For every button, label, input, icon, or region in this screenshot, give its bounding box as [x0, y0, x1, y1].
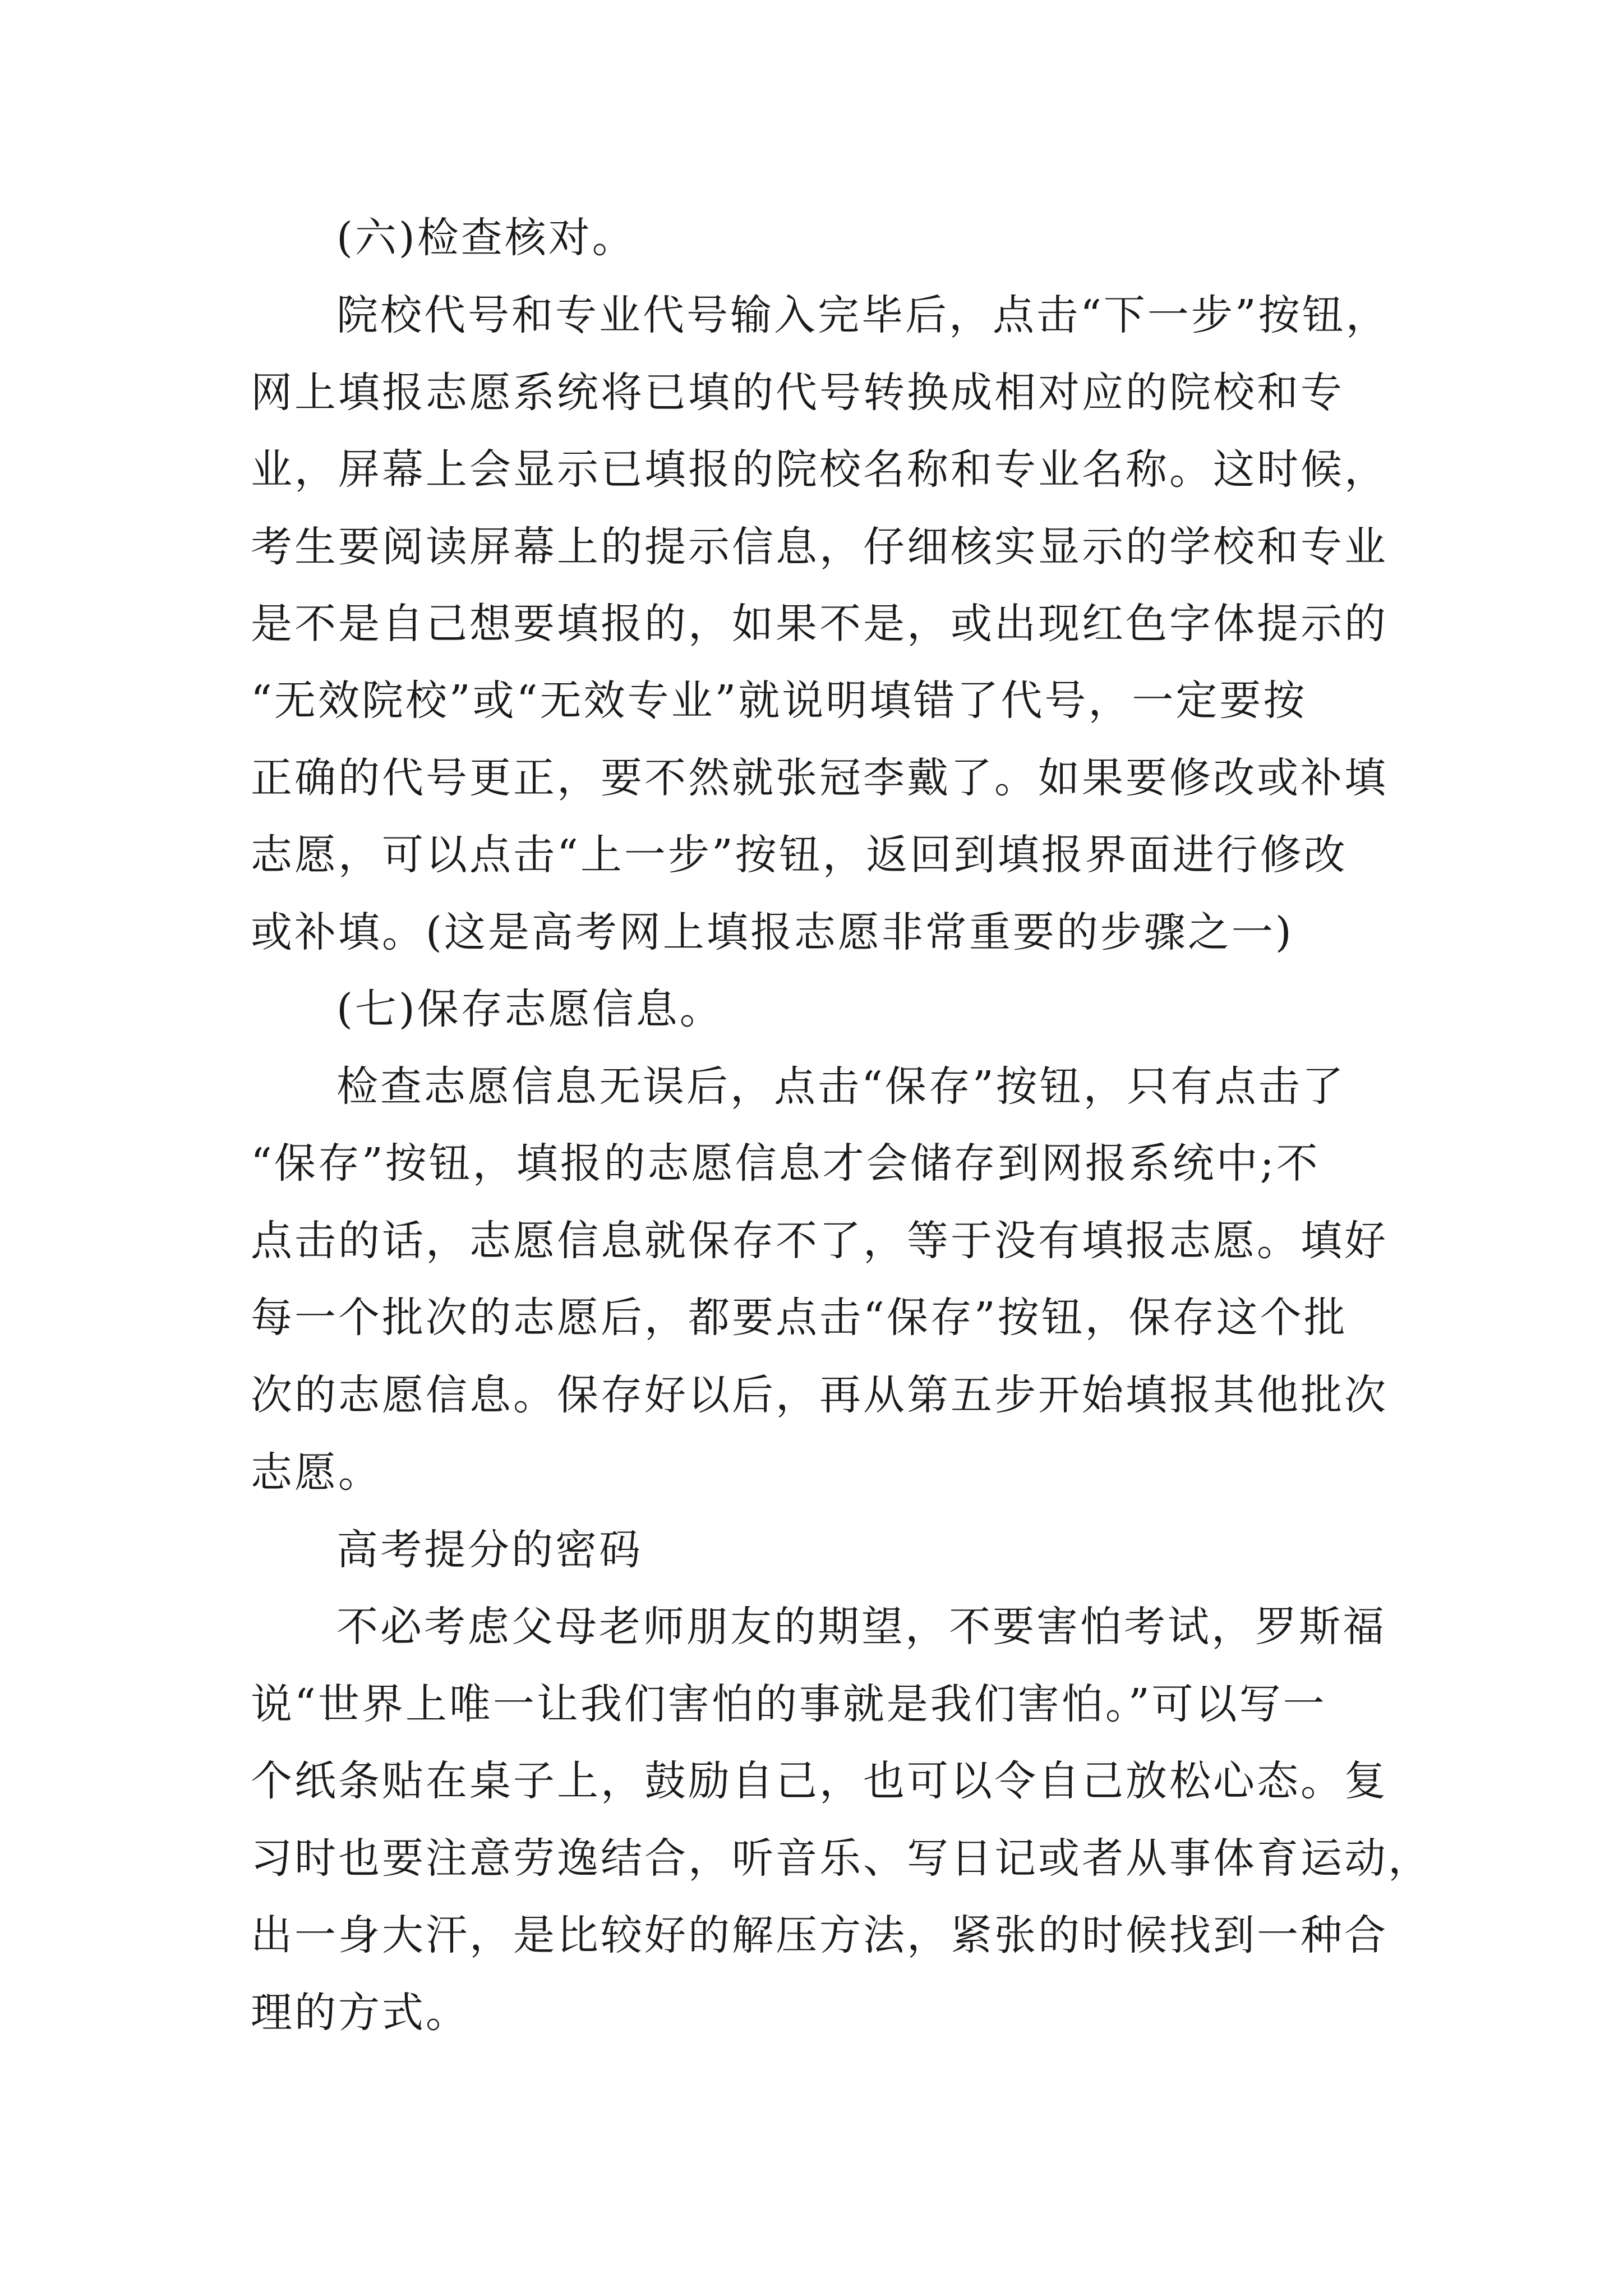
paragraph-line: 是不是自己想要填报的，如果不是，或出现红色字体提示的 [251, 600, 1388, 648]
section-heading-save: (七)保存志愿信息。 [336, 985, 723, 1033]
paragraph-line: 每一个批次的志愿后，都要点击“保存”按钮，保存这个批 [251, 1294, 1348, 1342]
paragraph-line: 网上填报志愿系统将已填的代号转换成相对应的院校和专 [251, 369, 1344, 417]
paragraph-line: 院校代号和专业代号输入完毕后，点击“下一步”按钮， [336, 291, 1390, 339]
paragraph-line: 次的志愿信息。保存好以后，再从第五步开始填报其他批次 [251, 1371, 1388, 1419]
paragraph-line: 正确的代号更正，要不然就张冠李戴了。如果要修改或补填 [251, 754, 1388, 802]
paragraph-line: 点击的话，志愿信息就保存不了，等于没有填报志愿。填好 [251, 1217, 1388, 1265]
paragraph-line: 个纸条贴在桌子上，鼓励自己，也可以令自己放松心态。复 [251, 1757, 1388, 1805]
paragraph-line: 考生要阅读屏幕上的提示信息，仔细核实显示的学校和专业 [251, 523, 1388, 571]
paragraph-line: 出一身大汗，是比较好的解压方法，紧张的时候找到一种合 [251, 1911, 1388, 1959]
paragraph-line: 志愿。 [251, 1448, 382, 1497]
section-heading-tips: 高考提分的密码 [336, 1526, 643, 1574]
paragraph-line: 志愿，可以点击“上一步”按钮，返回到填报界面进行修改 [251, 831, 1348, 879]
paragraph-line: 理的方式。 [251, 1989, 469, 2037]
paragraph-line: 说“世界上唯一让我们害怕的事就是我们害怕。”可以写一 [251, 1680, 1327, 1728]
paragraph-line: “保存”按钮，填报的志愿信息才会储存到网报系统中;不 [251, 1139, 1320, 1188]
paragraph-line: 业，屏幕上会显示已填报的院校名称和专业名称。这时候， [251, 445, 1388, 494]
paragraph-line: “无效院校”或“无效专业”就说明填错了代号，一定要按 [251, 677, 1307, 725]
paragraph-line: 或补填。(这是高考网上填报志愿非常重要的步骤之一) [251, 908, 1294, 956]
paragraph-line: 检查志愿信息无误后，点击“保存”按钮，只有点击了 [336, 1062, 1346, 1111]
paragraph-line: 不必考虑父母老师朋友的期望，不要害怕考试，罗斯福 [336, 1603, 1386, 1651]
paragraph-line: 习时也要注意劳逸结合，听音乐、写日记或者从事体育运动， [251, 1834, 1432, 1883]
section-heading-check: (六)检查核对。 [336, 214, 636, 262]
